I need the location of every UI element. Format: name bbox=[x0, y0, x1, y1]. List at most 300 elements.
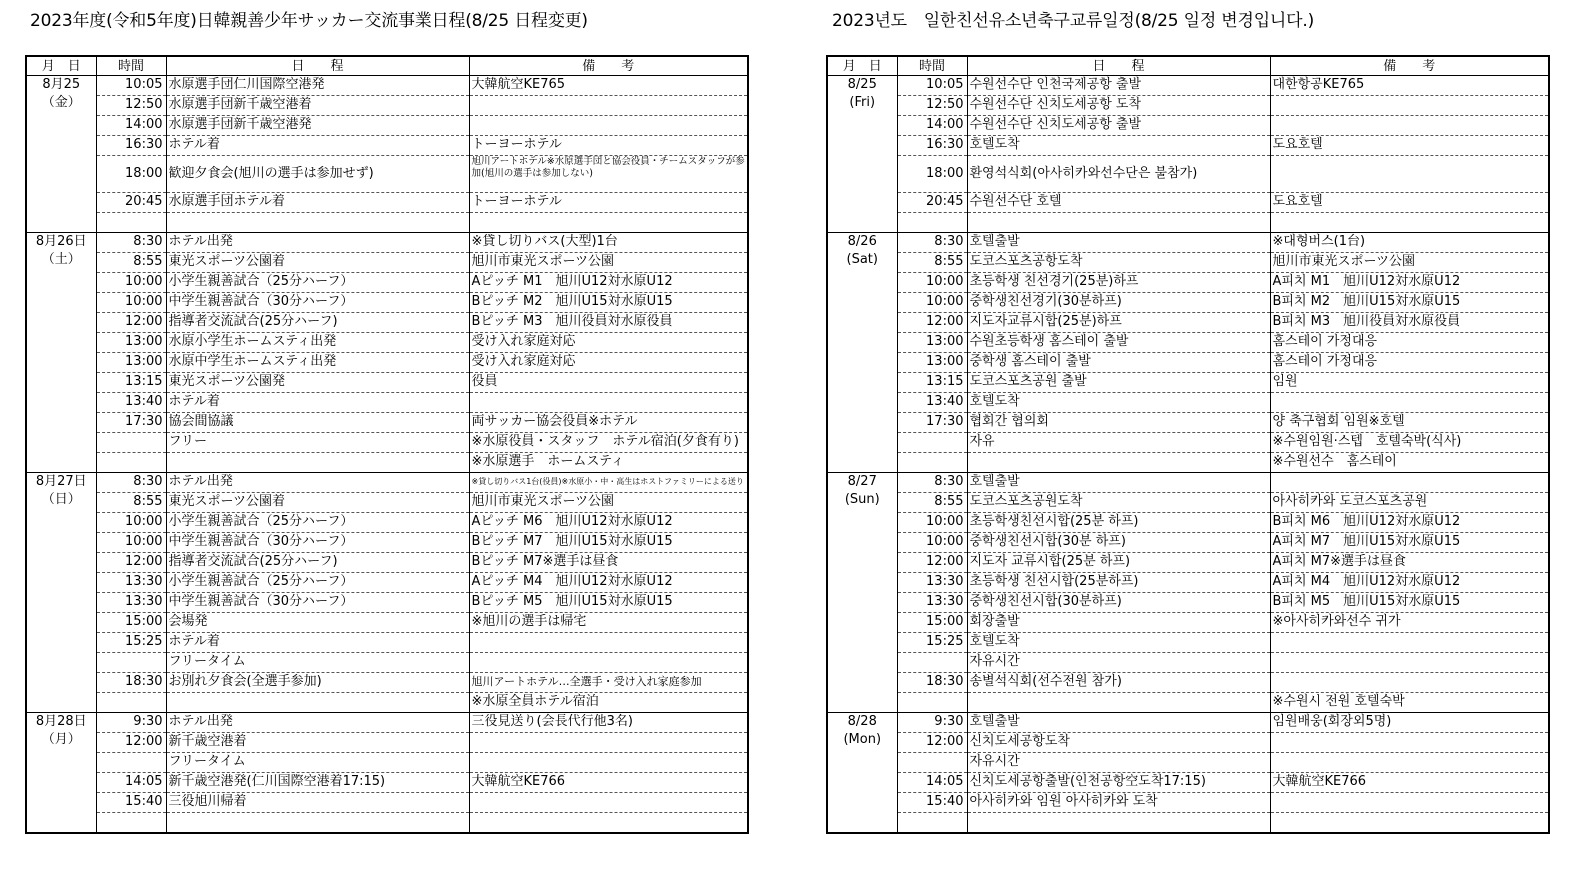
note-cell: ※대형버스(1台) bbox=[1270, 233, 1549, 253]
day-weekday: （金） bbox=[41, 95, 81, 110]
event-cell: 小学生親善試合（25分ハーフ） bbox=[166, 273, 469, 293]
event-cell: 지도자교류시합(25분)하프 bbox=[967, 313, 1270, 333]
schedule-row bbox=[26, 193, 748, 213]
day-date: 8月27日 bbox=[35, 474, 87, 489]
event-cell: 자유시간 bbox=[967, 753, 1270, 773]
day-cell bbox=[26, 76, 96, 233]
time-cell: 13:15 bbox=[96, 373, 166, 393]
note-cell: トーヨーホテル bbox=[469, 136, 748, 156]
time-cell: 15:00 bbox=[96, 613, 166, 633]
schedule-row bbox=[827, 333, 1549, 353]
schedule-row bbox=[26, 753, 748, 773]
time-cell: 15:40 bbox=[897, 793, 967, 813]
event-cell: 아사히카와 임원 아사히카와 도착 bbox=[967, 793, 1270, 813]
event-cell: 協会間協議 bbox=[166, 413, 469, 433]
time-cell: 13:00 bbox=[897, 353, 967, 373]
schedule-row bbox=[827, 473, 1549, 493]
schedule-row bbox=[26, 633, 748, 653]
schedule-row bbox=[827, 313, 1549, 333]
event-cell bbox=[166, 693, 469, 713]
time-cell: 9:30 bbox=[897, 713, 967, 733]
time-cell: 8:30 bbox=[96, 233, 166, 253]
time-cell: 14:00 bbox=[96, 116, 166, 136]
time-cell: 14:05 bbox=[897, 773, 967, 793]
time-cell: 8:55 bbox=[897, 253, 967, 273]
schedule-row bbox=[26, 793, 748, 813]
time-cell: 10:00 bbox=[96, 293, 166, 313]
time-cell: 8:55 bbox=[96, 493, 166, 513]
time-cell: 12:00 bbox=[897, 313, 967, 333]
schedule-row bbox=[26, 293, 748, 313]
time-cell: 20:45 bbox=[897, 193, 967, 213]
schedule-row bbox=[26, 373, 748, 393]
time-cell bbox=[897, 433, 967, 453]
time-cell: 12:00 bbox=[897, 553, 967, 573]
day-cell bbox=[827, 76, 897, 233]
event-cell: 東光スポーツ公園発 bbox=[166, 373, 469, 393]
note-cell: 旭川市東光スポーツ公園 bbox=[469, 493, 748, 513]
time-cell: 10:00 bbox=[96, 273, 166, 293]
day-cell bbox=[26, 233, 96, 473]
schedule-row bbox=[827, 533, 1549, 553]
note-cell: 도요호텔 bbox=[1270, 193, 1549, 213]
header-time: 時間 bbox=[897, 56, 967, 76]
note-cell bbox=[1270, 653, 1549, 673]
empty-cell bbox=[96, 813, 166, 834]
note-cell: 大韓航空KE766 bbox=[469, 773, 748, 793]
day-date: 8月26日 bbox=[35, 234, 87, 249]
note-cell bbox=[469, 96, 748, 116]
note-cell: 大韓航空KE766 bbox=[1270, 773, 1549, 793]
empty-cell bbox=[1270, 213, 1549, 233]
time-cell: 9:30 bbox=[96, 713, 166, 733]
schedule-row bbox=[26, 433, 748, 453]
time-cell: 15:25 bbox=[96, 633, 166, 653]
note-cell: B피치 M5 旭川U15対水原U15 bbox=[1270, 593, 1549, 613]
event-cell: 호텔도착 bbox=[967, 393, 1270, 413]
time-cell: 16:30 bbox=[96, 136, 166, 156]
note-cell: B피치 M2 旭川U15対水原U15 bbox=[1270, 293, 1549, 313]
time-cell: 12:00 bbox=[96, 313, 166, 333]
time-cell: 13:30 bbox=[96, 573, 166, 593]
note-cell: Aピッチ M1 旭川U12対水原U12 bbox=[469, 273, 748, 293]
event-cell: 新千歳空港着 bbox=[166, 733, 469, 753]
blank-row bbox=[26, 813, 748, 834]
schedule-table-japanese bbox=[25, 55, 749, 834]
time-cell: 12:00 bbox=[897, 733, 967, 753]
schedule-row bbox=[827, 96, 1549, 116]
note-cell: 대한항공KE765 bbox=[1270, 76, 1549, 96]
time-cell bbox=[96, 753, 166, 773]
event-cell: フリータイム bbox=[166, 753, 469, 773]
note-cell bbox=[1270, 673, 1549, 693]
note-cell: B피치 M3 旭川役員対水原役員 bbox=[1270, 313, 1549, 333]
note-cell bbox=[1270, 393, 1549, 413]
event-cell: 자유 bbox=[967, 433, 1270, 453]
note-cell: Bピッチ M5 旭川U15対水原U15 bbox=[469, 593, 748, 613]
event-cell: ホテル着 bbox=[166, 136, 469, 156]
event-cell: 水原選手団新千歳空港発 bbox=[166, 116, 469, 136]
event-cell: 中学生親善試合（30分ハーフ） bbox=[166, 533, 469, 553]
day-date: 8月25 bbox=[42, 77, 81, 92]
header-event: 日 程 bbox=[967, 56, 1270, 76]
schedule-row bbox=[26, 333, 748, 353]
note-cell: B피치 M6 旭川U12対水原U12 bbox=[1270, 513, 1549, 533]
note-cell bbox=[1270, 753, 1549, 773]
schedule-row bbox=[26, 773, 748, 793]
note-cell: A피치 M7 旭川U15対水原U15 bbox=[1270, 533, 1549, 553]
day-weekday: (Mon) bbox=[843, 732, 882, 747]
note-cell: 양 축구협회 임원※호텔 bbox=[1270, 413, 1549, 433]
event-cell bbox=[166, 453, 469, 473]
note-cell: ※수원임원·스텝 호텔숙박(식사) bbox=[1270, 433, 1549, 453]
time-cell: 20:45 bbox=[96, 193, 166, 213]
event-cell: 호텔도착 bbox=[967, 633, 1270, 653]
event-cell: 수원선수단 신치도세공항 도착 bbox=[967, 96, 1270, 116]
note-cell: A피치 M7※選手は昼食 bbox=[1270, 553, 1549, 573]
note-cell: ※수원시 전원 호텔숙박 bbox=[1270, 693, 1549, 713]
time-cell: 10:00 bbox=[96, 533, 166, 553]
time-cell: 10:05 bbox=[897, 76, 967, 96]
note-cell: 홈스테이 가정대응 bbox=[1270, 353, 1549, 373]
time-cell bbox=[897, 753, 967, 773]
note-cell bbox=[1270, 793, 1549, 813]
event-cell: 水原選手団新千歳空港着 bbox=[166, 96, 469, 116]
event-cell: 지도자 교류시합(25분 하프) bbox=[967, 553, 1270, 573]
event-cell: 송별석식회(선수전원 참가) bbox=[967, 673, 1270, 693]
time-cell: 10:05 bbox=[96, 76, 166, 96]
empty-cell bbox=[967, 813, 1270, 834]
time-cell: 10:00 bbox=[897, 293, 967, 313]
event-cell: 도코스포츠공원 출발 bbox=[967, 373, 1270, 393]
note-cell: Bピッチ M2 旭川U15対水原U15 bbox=[469, 293, 748, 313]
day-cell bbox=[827, 473, 897, 713]
header-note: 備 考 bbox=[1270, 56, 1549, 76]
note-cell: A피치 M4 旭川U12対水原U12 bbox=[1270, 573, 1549, 593]
time-cell: 15:25 bbox=[897, 633, 967, 653]
day-weekday: (Sat) bbox=[846, 252, 878, 267]
event-cell: 중학생 홈스테이 출발 bbox=[967, 353, 1270, 373]
note-cell bbox=[1270, 733, 1549, 753]
event-cell: お別れ夕食会(全選手参加) bbox=[166, 673, 469, 693]
note-cell: ※水原選手 ホームスティ bbox=[469, 453, 748, 473]
time-cell: 14:05 bbox=[96, 773, 166, 793]
event-cell: 초등학생 친선경기(25분)하프 bbox=[967, 273, 1270, 293]
empty-cell bbox=[166, 813, 469, 834]
event-cell bbox=[967, 453, 1270, 473]
empty-cell bbox=[469, 213, 748, 233]
note-cell: 受け入れ家庭対応 bbox=[469, 353, 748, 373]
note-cell: 임원 bbox=[1270, 373, 1549, 393]
note-cell bbox=[1270, 116, 1549, 136]
note-cell: ※貸し切りバス(大型)1台 bbox=[469, 233, 748, 253]
time-cell: 12:00 bbox=[96, 553, 166, 573]
schedule-row bbox=[827, 793, 1549, 813]
note-cell bbox=[1270, 156, 1549, 193]
schedule-row bbox=[827, 253, 1549, 273]
note-cell: Bピッチ M3 旭川役員対水原役員 bbox=[469, 313, 748, 333]
event-cell: 小学生親善試合（25分ハーフ） bbox=[166, 573, 469, 593]
note-cell: Bピッチ M7 旭川U15対水原U15 bbox=[469, 533, 748, 553]
time-cell: 10:00 bbox=[897, 513, 967, 533]
day-cell bbox=[827, 233, 897, 473]
day-weekday: (Fri) bbox=[849, 95, 876, 110]
schedule-row bbox=[26, 713, 748, 733]
schedule-row bbox=[827, 273, 1549, 293]
schedule-row bbox=[26, 553, 748, 573]
time-cell: 8:30 bbox=[897, 473, 967, 493]
event-cell: 회장출발 bbox=[967, 613, 1270, 633]
time-cell: 12:50 bbox=[96, 96, 166, 116]
event-cell: ホテル着 bbox=[166, 633, 469, 653]
note-cell: 旭川アートホテル…全選手・受け入れ家庭参加 bbox=[469, 673, 748, 693]
time-cell bbox=[897, 693, 967, 713]
schedule-row bbox=[26, 393, 748, 413]
event-cell: 水原小学生ホームスティ出発 bbox=[166, 333, 469, 353]
time-cell: 18:00 bbox=[96, 156, 166, 193]
day-cell bbox=[827, 713, 897, 834]
event-cell: 중학생친선경기(30분하프) bbox=[967, 293, 1270, 313]
note-cell: Bピッチ M7※選手は昼食 bbox=[469, 553, 748, 573]
event-cell: 会場発 bbox=[166, 613, 469, 633]
note-cell: 役員 bbox=[469, 373, 748, 393]
schedule-row bbox=[827, 116, 1549, 136]
note-cell bbox=[1270, 473, 1549, 493]
schedule-row bbox=[827, 713, 1549, 733]
time-cell bbox=[96, 693, 166, 713]
schedule-row bbox=[827, 613, 1549, 633]
schedule-row bbox=[26, 513, 748, 533]
header-note: 備 考 bbox=[469, 56, 748, 76]
time-cell: 8:30 bbox=[96, 473, 166, 493]
time-cell: 10:00 bbox=[897, 273, 967, 293]
schedule-row bbox=[827, 413, 1549, 433]
time-cell: 8:30 bbox=[897, 233, 967, 253]
schedule-row bbox=[26, 593, 748, 613]
time-cell bbox=[96, 453, 166, 473]
event-cell: ホテル出発 bbox=[166, 713, 469, 733]
event-cell: 초등학생 친선시합(25분하프) bbox=[967, 573, 1270, 593]
time-cell bbox=[897, 453, 967, 473]
event-cell: 신치도세공항도착 bbox=[967, 733, 1270, 753]
schedule-row bbox=[26, 493, 748, 513]
schedule-row bbox=[827, 293, 1549, 313]
schedule-row bbox=[827, 773, 1549, 793]
header-date: 月 日 bbox=[26, 56, 96, 76]
day-cell bbox=[26, 473, 96, 713]
time-cell: 13:00 bbox=[96, 333, 166, 353]
event-cell: 중학생친선시합(30분 하프) bbox=[967, 533, 1270, 553]
schedule-row bbox=[26, 413, 748, 433]
day-date: 8/25 bbox=[847, 77, 877, 92]
schedule-row bbox=[827, 76, 1549, 96]
page-title-korean: 2023년도 일한친선유소년축구교류일정(8/25 일정 변경입니다.) bbox=[832, 11, 1314, 31]
schedule-row bbox=[827, 653, 1549, 673]
event-cell: 東光スポーツ公園着 bbox=[166, 253, 469, 273]
event-cell: フリータイム bbox=[166, 653, 469, 673]
event-cell: ホテル出発 bbox=[166, 473, 469, 493]
empty-cell bbox=[166, 213, 469, 233]
note-cell: 大韓航空KE765 bbox=[469, 76, 748, 96]
schedule-row bbox=[827, 693, 1549, 713]
note-cell: 三役見送り(会長代行他3名) bbox=[469, 713, 748, 733]
time-cell: 15:00 bbox=[897, 613, 967, 633]
time-cell: 13:40 bbox=[96, 393, 166, 413]
event-cell: 수원선수단 인천국제공항 출발 bbox=[967, 76, 1270, 96]
schedule-row bbox=[26, 733, 748, 753]
page-title-japanese: 2023年度(令和5年度)日韓親善少年サッカー交流事業日程(8/25 日程変更) bbox=[30, 11, 588, 31]
schedule-row bbox=[827, 373, 1549, 393]
note-cell: トーヨーホテル bbox=[469, 193, 748, 213]
event-cell: 水原中学生ホームスティ出発 bbox=[166, 353, 469, 373]
event-cell: 수원선수단 신치도세공항 출발 bbox=[967, 116, 1270, 136]
event-cell: 수원선수단 호텔 bbox=[967, 193, 1270, 213]
note-cell: ※水原役員・スタッフ ホテル宿泊(夕食有り) bbox=[469, 433, 748, 453]
time-cell: 13:30 bbox=[96, 593, 166, 613]
day-date: 8/28 bbox=[847, 714, 877, 729]
event-cell: 호텔출발 bbox=[967, 233, 1270, 253]
schedule-row bbox=[827, 353, 1549, 373]
day-weekday: （月） bbox=[41, 732, 81, 747]
day-date: 8月28日 bbox=[35, 714, 87, 729]
time-cell: 13:40 bbox=[897, 393, 967, 413]
time-cell: 13:15 bbox=[897, 373, 967, 393]
note-cell bbox=[469, 156, 748, 193]
event-cell bbox=[967, 693, 1270, 713]
schedule-row bbox=[26, 116, 748, 136]
event-cell: フリー bbox=[166, 433, 469, 453]
empty-cell bbox=[897, 213, 967, 233]
event-cell: 指導者交流試合(25分ハーフ) bbox=[166, 313, 469, 333]
note-cell: 홈스테이 가정대응 bbox=[1270, 333, 1549, 353]
schedule-row bbox=[827, 233, 1549, 253]
schedule-row bbox=[827, 433, 1549, 453]
schedule-row bbox=[827, 553, 1549, 573]
note-cell: ※아사히카와선수 귀가 bbox=[1270, 613, 1549, 633]
header-time: 時間 bbox=[96, 56, 166, 76]
schedule-row bbox=[827, 573, 1549, 593]
day-date: 8/26 bbox=[847, 234, 877, 249]
day-weekday: (Sun) bbox=[844, 492, 880, 507]
note-cell bbox=[469, 116, 748, 136]
note-cell: ※旭川の選手は帰宅 bbox=[469, 613, 748, 633]
schedule-row bbox=[26, 96, 748, 116]
note-cell bbox=[469, 633, 748, 653]
schedule-row bbox=[827, 673, 1549, 693]
blank-row bbox=[827, 213, 1549, 233]
time-cell: 8:55 bbox=[96, 253, 166, 273]
empty-cell bbox=[897, 813, 967, 834]
note-cell: 両サッカー協会役員※ホテル bbox=[469, 413, 748, 433]
schedule-row bbox=[26, 573, 748, 593]
time-cell: 17:30 bbox=[96, 413, 166, 433]
event-cell: 指導者交流試合(25分ハーフ) bbox=[166, 553, 469, 573]
time-cell: 18:00 bbox=[897, 156, 967, 193]
note-cell: 아사히카와 도코스포츠공원 bbox=[1270, 493, 1549, 513]
time-cell bbox=[897, 653, 967, 673]
note-cell: A피치 M1 旭川U12対水原U12 bbox=[1270, 273, 1549, 293]
event-cell: 자유시간 bbox=[967, 653, 1270, 673]
day-weekday: （土） bbox=[41, 252, 81, 267]
day-weekday: （日） bbox=[41, 492, 81, 507]
event-cell: 新千歳空港発(仁川国際空港着17:15) bbox=[166, 773, 469, 793]
empty-cell bbox=[96, 213, 166, 233]
schedule-row bbox=[26, 693, 748, 713]
blank-row bbox=[26, 213, 748, 233]
schedule-row bbox=[827, 513, 1549, 533]
event-cell: ホテル出発 bbox=[166, 233, 469, 253]
schedule-row bbox=[26, 473, 748, 493]
note-cell: Aピッチ M6 旭川U12対水原U12 bbox=[469, 513, 748, 533]
time-cell: 8:55 bbox=[897, 493, 967, 513]
time-cell: 15:40 bbox=[96, 793, 166, 813]
schedule-row bbox=[827, 493, 1549, 513]
schedule-row bbox=[26, 76, 748, 96]
event-cell: 東光スポーツ公園着 bbox=[166, 493, 469, 513]
note-cell: 旭川市東光スポーツ公園 bbox=[469, 253, 748, 273]
event-cell: 수원초등학생 홈스테이 출발 bbox=[967, 333, 1270, 353]
schedule-row bbox=[827, 453, 1549, 473]
note-cell bbox=[1270, 633, 1549, 653]
schedule-row bbox=[26, 533, 748, 553]
schedule-row bbox=[827, 193, 1549, 213]
time-cell: 18:30 bbox=[96, 673, 166, 693]
schedule-row bbox=[827, 593, 1549, 613]
schedule-row bbox=[26, 156, 748, 193]
event-cell: 歓迎夕食会(旭川の選手は参加せず) bbox=[166, 156, 469, 193]
time-cell: 16:30 bbox=[897, 136, 967, 156]
event-cell: 水原選手団仁川国際空港発 bbox=[166, 76, 469, 96]
schedule-row bbox=[26, 453, 748, 473]
note-cell: 旭川市東光スポーツ公園 bbox=[1270, 253, 1549, 273]
event-cell: 신치도세공항출발(인천공항空도착17:15) bbox=[967, 773, 1270, 793]
event-cell: 中学生親善試合（30分ハーフ） bbox=[166, 593, 469, 613]
schedule-row bbox=[26, 136, 748, 156]
schedule-row bbox=[827, 733, 1549, 753]
day-cell bbox=[26, 713, 96, 834]
time-cell bbox=[96, 433, 166, 453]
schedule-row bbox=[26, 253, 748, 273]
time-cell: 12:50 bbox=[897, 96, 967, 116]
event-cell: 협회간 협의회 bbox=[967, 413, 1270, 433]
schedule-row bbox=[26, 313, 748, 333]
event-cell: 환영석식회(아사히카와선수단은 불참가) bbox=[967, 156, 1270, 193]
note-cell: 受け入れ家庭対応 bbox=[469, 333, 748, 353]
header-date: 月 日 bbox=[827, 56, 897, 76]
note-cell bbox=[469, 753, 748, 773]
event-cell: 호텔도착 bbox=[967, 136, 1270, 156]
empty-cell bbox=[1270, 813, 1549, 834]
schedule-row bbox=[26, 673, 748, 693]
note-cell bbox=[1270, 96, 1549, 116]
time-cell: 12:00 bbox=[96, 733, 166, 753]
note-cell: 임원배웅(회장외5명) bbox=[1270, 713, 1549, 733]
note-cell: 도요호텔 bbox=[1270, 136, 1549, 156]
time-cell: 13:00 bbox=[897, 333, 967, 353]
event-cell: 水原選手団ホテル着 bbox=[166, 193, 469, 213]
schedule-row bbox=[827, 633, 1549, 653]
time-cell: 13:00 bbox=[96, 353, 166, 373]
event-cell: 호텔출발 bbox=[967, 473, 1270, 493]
empty-cell bbox=[469, 813, 748, 834]
time-cell: 13:30 bbox=[897, 573, 967, 593]
schedule-row bbox=[827, 393, 1549, 413]
schedule-row bbox=[827, 136, 1549, 156]
note-cell: ※水原全員ホテル宿泊 bbox=[469, 693, 748, 713]
header-event: 日 程 bbox=[166, 56, 469, 76]
schedule-row bbox=[827, 156, 1549, 193]
event-cell: 호텔출발 bbox=[967, 713, 1270, 733]
